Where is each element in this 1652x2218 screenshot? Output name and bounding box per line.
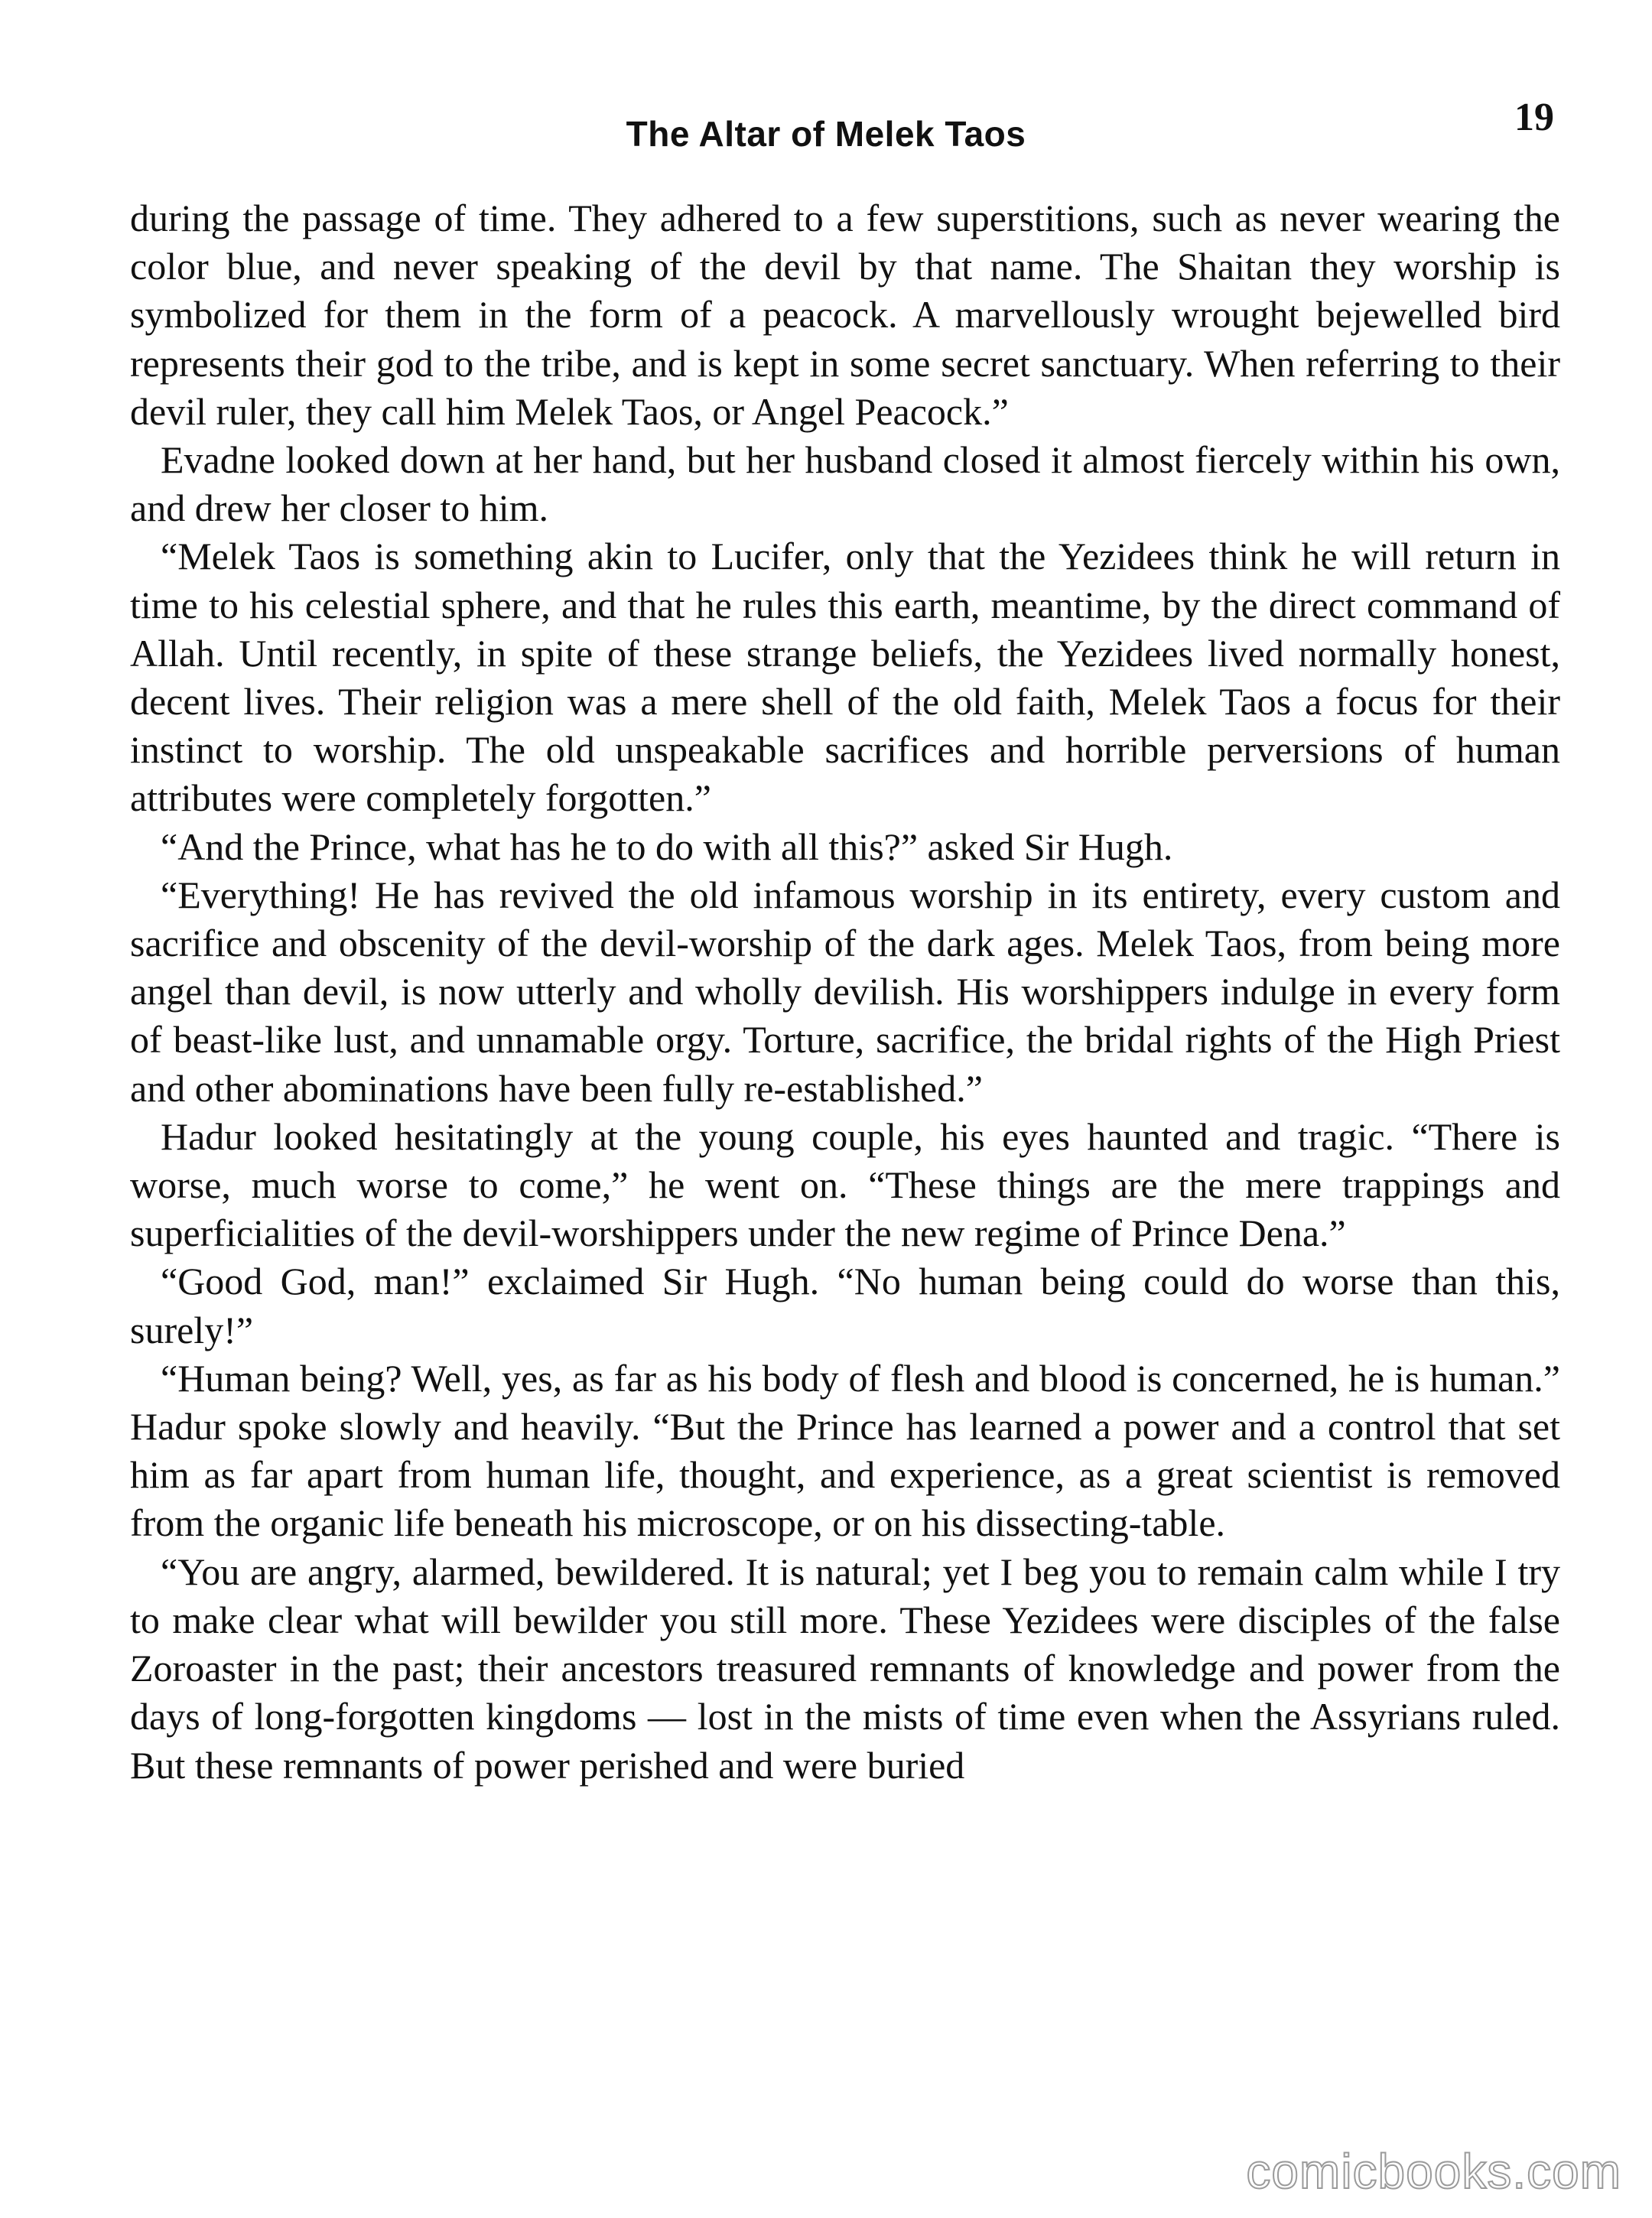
paragraph-2: Evadne looked down at her hand, but her husband closed it almost fiercely within his own, and drew her closer to him.	[130, 438, 1560, 530]
page-number: 19	[1514, 96, 1554, 139]
paragraph-9: “You are angry, alarmed, bewildered. It is natural; yet I beg you to remain calm while I try to make clear what will bewilder you still more. These Yezidees were disciples of the false Zoroaster in the past; their ancestors treasured remnants of knowledge and power from the days of long-forgotten kingdoms — lost in the mists of time even when the Assyrians ruled. But these remnants of power perished and were buried	[130, 1550, 1560, 1787]
paragraph-5: “Everything! He has revived the old infamous worship in its entirety, every custom and sacrifice and obscenity of the devil-worship of the dark ages. Melek Taos, from being more angel than devil, is now utterly and wholly devilish. His worshippers indulge in every form of beast-like lust, and unnamable orgy. Torture, sacrifice, the bridal rights of the High Priest and other abominations have been fully re-established.”	[130, 873, 1560, 1110]
paragraph-1: during the passage of time. They adhered to a few superstitions, such as never wearing the color blue, and never speaking of the devil by that name. The Shaitan they worship is symbolized for them in the form of a peacock. A marvellously wrought bejewelled bird represents their god to the tribe, and is kept in some secret sanctuary. When referring to their devil ruler, they call him Melek Taos, or Angel Peacock.”	[130, 197, 1560, 433]
paragraph-3: “Melek Taos is something akin to Lucifer, only that the Yezidees think he will return in time to his celestial sphere, and that he rules this earth, meantime, by the direct command of Allah. Until recently, in spite of these strange beliefs, the Yezidees lived normally honest, decent lives. Their religion was a mere shell of the old faith, Melek Taos a focus for their instinct to worship. The old unspeakable sacrifices and horrible perversions of human attributes were completely forgotten.”	[130, 535, 1560, 820]
paragraph-4: “And the Prince, what has he to do with all this?” asked Sir Hugh.	[161, 824, 1173, 868]
body-text	[130, 194, 1560, 1790]
paragraph-6: Hadur looked hesitatingly at the young couple, his eyes haunted and tragic. “There is worse, much worse to come,” he went on. “These things are the mere trappings and superficialities of the devil-worshippers under the new regime of Prince Dena.”	[130, 1114, 1560, 1255]
running-head: The Altar of Melek Taos	[626, 114, 1026, 154]
paragraph-8: “Human being? Well, yes, as far as his body of flesh and blood is concerned, he is human.” Hadur spoke slowly and heavily. “But the Prince has learned a power and a control that set him as far apart from human life, thought, and experience, as a great scientist is removed from the organic life beneath his microscope, or on his dissecting-table.	[130, 1356, 1560, 1545]
site-watermark: comicbooks.com	[1246, 2144, 1621, 2199]
paragraph-7: “Good God, man!” exclaimed Sir Hugh. “No human being could do worse than this, surely!”	[130, 1260, 1560, 1351]
